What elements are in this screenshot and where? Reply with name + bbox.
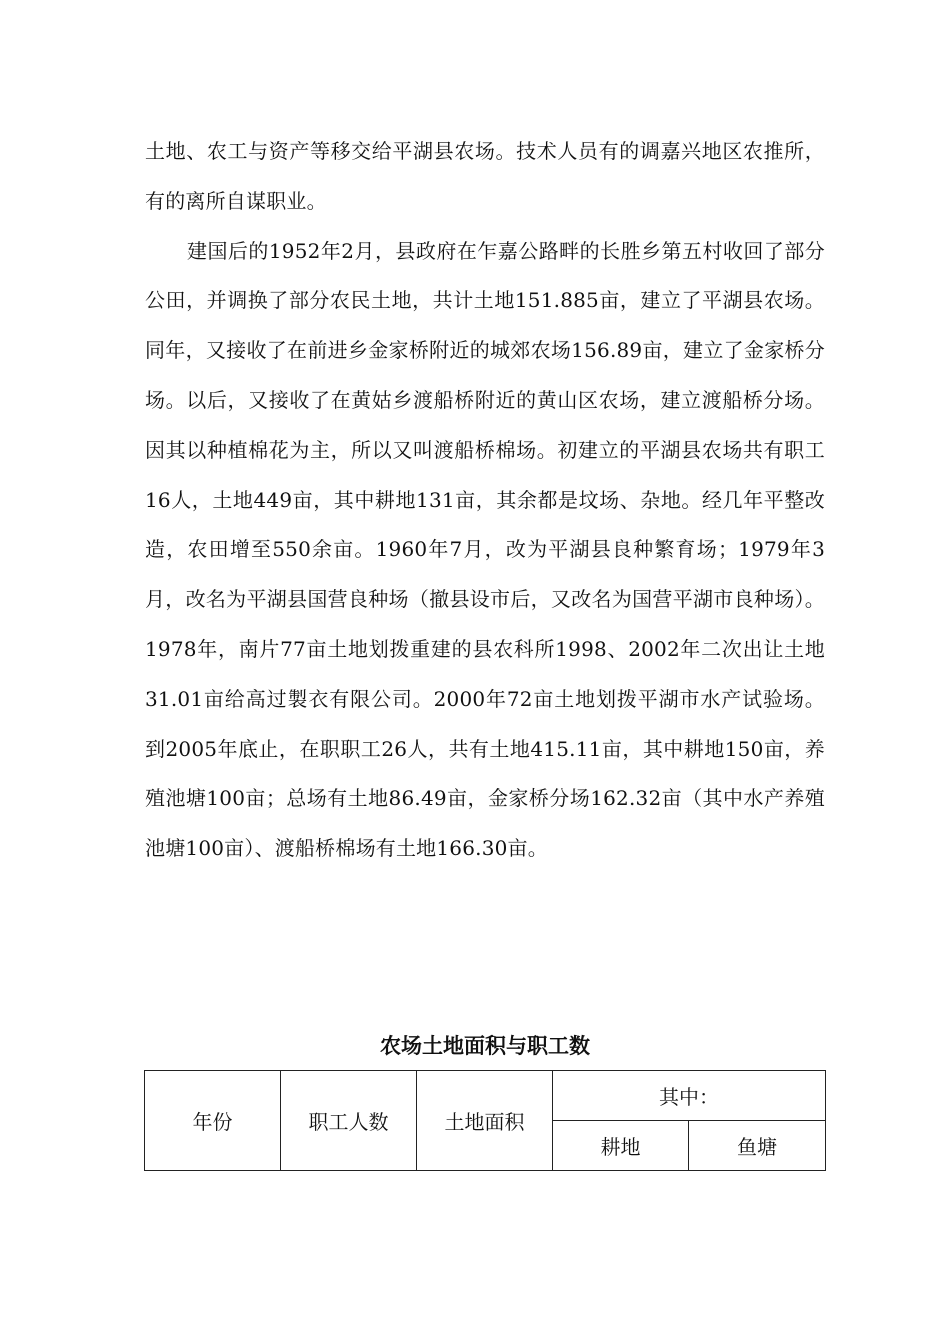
table-title: 农场土地面积与职工数	[380, 1034, 590, 1058]
paragraph-continuation: 土地、农工与资产等移交给平湖县农场。技术人员有的调嘉兴地区农推所，有的离所自谋职业。	[145, 139, 825, 213]
table-header-row	[145, 1071, 826, 1121]
header-land-area: 土地面积	[417, 1071, 553, 1171]
header-of-which: 其中：	[553, 1071, 826, 1121]
header-staff-count: 职工人数	[281, 1071, 417, 1171]
document-body	[145, 127, 825, 874]
paragraph-farm-history: 建国后的1952年2月，县政府在乍嘉公路畔的长胜乡第五村收回了部分公田，并调换了部分农民土地，共计土地151.885亩，建立了平湖县农场。同年，又接收了在前进乡金家桥附近的城郊农场156.89亩，建立了金家桥分场。以后，又接收了在黄姑乡渡船桥附近的黄山区农场，建立渡船桥分场。因其以种植棉花为主，所以又叫渡船桥棉场。初建立的平湖县农场共有职工16人，土地449亩，其中耕地131亩，其余都是坟场、杂地。经几年平整改造，农田增至550余亩。1960年7月，改为平湖县良种繁育场；1979年3月，改名为平湖县国营良种场（撤县设市后，又改名为国营平湖市良种场）。1978年，南片77亩土地划拨重建的县农科所1998、2002年二次出让土地31.01亩给高过製衣有限公司。2000年72亩土地划拨平湖市水产试验场。到2005年底止，在职职工26人，共有土地415.11亩，其中耕地150亩，养殖池塘100亩；总场有土地86.49亩，金家桥分场162.32亩（其中水产养殖池塘100亩）、渡船桥棉场有土地166.30亩。	[145, 238, 825, 861]
header-year: 年份	[145, 1071, 281, 1171]
header-arable-land: 耕地	[553, 1121, 689, 1171]
farm-land-staff-table	[144, 1070, 826, 1171]
header-fish-pond: 鱼塘	[689, 1121, 826, 1171]
